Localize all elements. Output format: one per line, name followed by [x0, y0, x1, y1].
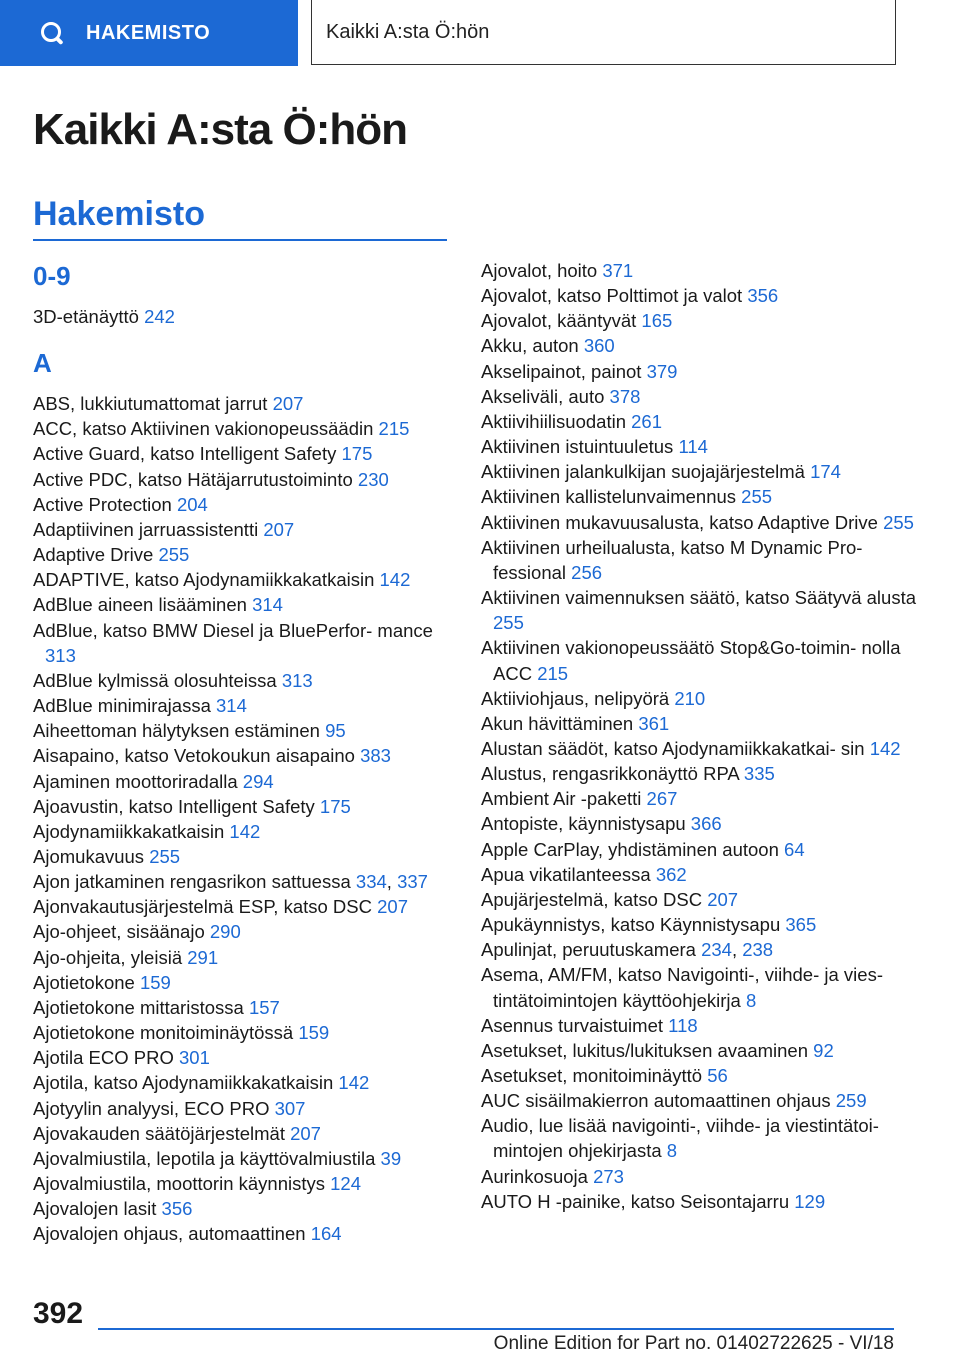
index-entry-text: Aktiivinen kallistelunvaimennus: [481, 486, 742, 508]
index-entry-text: Ambient Air -paketti: [481, 788, 647, 810]
page-reference-link[interactable]: 129: [794, 1190, 826, 1212]
index-entry: [481, 711, 921, 736]
index-entry-text: Alustan säädöt, katso Ajodynamiikkakatkai‐ sin: [481, 737, 870, 759]
index-entry: [481, 887, 921, 912]
page-reference-link[interactable]: 234: [701, 939, 732, 961]
index-entry-text: Apple CarPlay, yhdistäminen autoon: [481, 838, 785, 860]
page-reference-link[interactable]: 230: [357, 468, 389, 490]
index-entry-text: Akku, auton: [481, 335, 584, 357]
index-entry: [481, 585, 921, 635]
page-reference-link[interactable]: 164: [310, 1223, 342, 1245]
page-reference-link[interactable]: 267: [646, 788, 678, 810]
index-entry-text: Audio, lue lisää navigointi-, viihde- ja viestintätoi‐ mintojen ohjekirjasta: [481, 1115, 879, 1162]
index-entry: [481, 283, 921, 308]
page-reference-link[interactable]: 238: [742, 939, 774, 961]
index-letter-heading: A: [33, 348, 52, 379]
index-column-left: [33, 258, 453, 1246]
page-reference-link[interactable]: 8: [745, 989, 757, 1011]
index-entry: [481, 1113, 921, 1163]
page-reference-link[interactable]: 259: [835, 1090, 867, 1112]
index-entry-text: Aktiivihiilisuodatin: [481, 410, 632, 432]
index-entry-text: Asema, AM/FM, katso Navigointi-, viihde- ja vies‐ tintätoimintojen käyttöohjekirja: [481, 964, 883, 1011]
page-reference-link[interactable]: 378: [609, 385, 641, 407]
index-entry-text: Aktiivinen urheilualusta, katso M Dynamic Pro‐ fessional: [481, 536, 863, 583]
index-entry: [481, 837, 921, 862]
tab-breadcrumb[interactable]: [311, 0, 896, 65]
index-entry: [33, 794, 453, 819]
page-reference-link[interactable]: 207: [707, 888, 739, 910]
footer-edition-text: Online Edition for Part no. 01402722625 - VI/18: [493, 1333, 894, 1354]
index-entry-text: Aisapaino, katso Vetokoukun aisapaino: [33, 745, 361, 767]
page-title: Kaikki A:sta Ö:hön: [33, 105, 407, 154]
index-column-right: [481, 258, 921, 1214]
page-reference-link[interactable]: 215: [378, 418, 410, 440]
index-entry-text: Ajovalojen ohjaus, automaattinen: [33, 1223, 311, 1245]
index-entry: [33, 1020, 453, 1045]
page-reference-link[interactable]: 255: [883, 511, 914, 533]
index-entry-text: Akselipainot, painot: [481, 360, 647, 382]
index-entry: [481, 1088, 921, 1113]
index-entry: [481, 535, 921, 585]
index-entry: [481, 962, 921, 1012]
index-entry: [481, 459, 921, 484]
index-entry-text: Aurinkosuoja: [481, 1165, 594, 1187]
page-reference-link[interactable]: 204: [176, 493, 208, 515]
page-reference-link[interactable]: 142: [338, 1072, 370, 1094]
index-entry: [33, 1121, 453, 1146]
tab-bar: [0, 0, 960, 66]
index-entry-text: Ajovakauden säätöjärjestelmät: [33, 1122, 291, 1144]
section-divider: [33, 239, 447, 241]
index-entry: [481, 686, 921, 711]
index-entry-text: Aktiivinen vakionopeussäätö Stop&Go-toimin‐ nolla ACC: [481, 637, 901, 684]
index-entry: [33, 492, 453, 517]
page-reference-link[interactable]: 175: [319, 795, 351, 817]
index-entry-text: Aktiiviohjaus, nelipyörä: [481, 687, 675, 709]
index-entry: [481, 786, 921, 811]
page-reference-link[interactable]: 290: [209, 921, 241, 943]
index-entry-text: Ajovalot, katso Polttimot ja valot: [481, 285, 748, 307]
index-entry: [481, 1189, 921, 1214]
tab-breadcrumb-label: Kaikki A:sta Ö:hön: [326, 20, 490, 43]
index-entry: [33, 304, 453, 329]
index-entry-text: Ajaminen moottoriradalla: [33, 770, 243, 792]
index-entry-text: Apua vikatilanteessa: [481, 863, 656, 885]
index-entry: [481, 434, 921, 459]
index-entry-text: Ajo-ohjeet, sisäänajo: [33, 921, 210, 943]
index-entry-text: Apujärjestelmä, katso DSC: [481, 888, 708, 910]
index-entry-text: Ajotietokone monitoiminäytössä: [33, 1022, 299, 1044]
index-entry: [33, 391, 453, 416]
index-entry: [33, 1096, 453, 1121]
index-entry: [481, 635, 921, 685]
page-reference-link[interactable]: 64: [784, 838, 805, 860]
index-entry-text: Active Guard, katso Intelligent Safety: [33, 443, 342, 465]
index-entry: [481, 484, 921, 509]
index-entry: [33, 718, 453, 743]
index-letter-heading: 0-9: [33, 261, 71, 291]
page-reference-link[interactable]: 313: [281, 669, 313, 691]
page-reference-link[interactable]: 383: [360, 745, 391, 767]
index-entry: [481, 258, 921, 283]
tab-index-label: HAKEMISTO: [86, 21, 211, 44]
index-entry: [33, 467, 453, 492]
index-entry: [33, 919, 453, 944]
page-reference-link[interactable]: 255: [493, 612, 524, 634]
index-entry-text: Aiheettoman hälytyksen estäminen: [33, 720, 326, 742]
page-reference-link[interactable]: 8: [666, 1140, 678, 1162]
page-reference-link[interactable]: 174: [810, 461, 841, 483]
page-reference-link[interactable]: 261: [631, 410, 662, 432]
page-reference-link[interactable]: 207: [272, 393, 304, 415]
index-entry-text: Aktiivinen mukavuusalusta, katso Adaptive Drive: [481, 511, 884, 533]
index-entry: [33, 1196, 453, 1221]
index-entry-text: Adaptive Drive: [33, 544, 159, 566]
index-entry-text: Ajotyylin analyysi, ECO PRO: [33, 1097, 275, 1119]
tab-index[interactable]: [0, 0, 298, 66]
index-entry-text: Akseliväli, auto: [481, 385, 610, 407]
index-entry-text: Ajodynamiikkakatkaisin: [33, 820, 230, 842]
index-entry: [481, 862, 921, 887]
index-entry-text: Asennus turvaistuimet: [481, 1014, 669, 1036]
index-entry-text: ACC, katso Aktiivinen vakionopeussäädin: [33, 418, 379, 440]
index-entry: [33, 844, 453, 869]
page-reference-link[interactable]: 307: [274, 1097, 306, 1119]
index-entry-text: 3D-etänäyttö: [33, 306, 145, 327]
index-entry: [33, 743, 453, 768]
index-entry-text: AUTO H -painike, katso Seisontajarru: [481, 1190, 795, 1212]
index-entry-text: Ajovalot, hoito: [481, 260, 603, 281]
index-entry: [33, 441, 453, 466]
index-entry-text: Ajo-ohjeita, yleisiä: [33, 946, 188, 968]
index-entry-text: Ajomukavuus: [33, 845, 150, 867]
index-entry-text: Active PDC, katso Hätäjarrutustoiminto: [33, 468, 358, 490]
index-entry: [481, 1164, 921, 1189]
page-reference-link[interactable]: 356: [747, 285, 779, 307]
page-reference-link[interactable]: 362: [655, 863, 687, 885]
index-entry: [33, 995, 453, 1020]
page-reference-link[interactable]: 39: [380, 1147, 402, 1169]
index-entry-text: Asetukset, monitoiminäyttö: [481, 1065, 708, 1086]
index-entry: [481, 761, 921, 786]
page-reference-link[interactable]: 255: [149, 845, 181, 867]
index-entry: [33, 693, 453, 718]
page-reference-link[interactable]: 255: [158, 544, 190, 566]
index-entry-text: Adaptiivinen jarruassistentti: [33, 518, 264, 540]
index-entry-text: ADAPTIVE, katso Ajodynamiikkakatkaisin: [33, 569, 380, 591]
index-entry-text: Active Protection: [33, 493, 177, 515]
page-reference-link[interactable]: 142: [379, 569, 411, 591]
page-reference-link[interactable]: 366: [690, 813, 722, 835]
index-entry-text: AdBlue minimirajassa: [33, 695, 217, 717]
index-entry-text: Ajon jatkaminen rengasrikon sattuessa: [33, 871, 356, 893]
page-reference-link[interactable]: 291: [187, 946, 219, 968]
index-entry: [33, 970, 453, 995]
index-entry: [33, 769, 453, 794]
page-reference-link[interactable]: 314: [216, 695, 247, 717]
index-entry-text: Ajovalmiustila, lepotila ja käyttövalmiustila: [33, 1147, 381, 1169]
index-entry: [481, 510, 921, 535]
index-entry: [33, 945, 453, 970]
index-entry-text: ABS, lukkiutumattomat jarrut: [33, 393, 273, 415]
page-reference-link[interactable]: 207: [290, 1122, 321, 1144]
page-reference-link[interactable]: 335: [743, 763, 775, 785]
index-entry: [481, 359, 921, 384]
index-entry: [33, 592, 453, 617]
index-entry-text: Apukäynnistys, katso Käynnistysapu: [481, 914, 786, 936]
page-reference-link[interactable]: 365: [785, 914, 817, 936]
index-entry-text: Ajovalojen lasit: [33, 1198, 162, 1220]
page-reference-link[interactable]: 175: [341, 443, 373, 465]
index-entry-text: AUC sisäilmakierron automaattinen ohjaus: [481, 1090, 836, 1112]
page-reference-link[interactable]: 210: [674, 687, 706, 709]
index-entry: [33, 894, 453, 919]
index-entry-text: AdBlue aineen lisääminen: [33, 594, 253, 616]
page-reference-link[interactable]: 337: [397, 871, 428, 893]
index-entry: [33, 668, 453, 693]
page-reference-link[interactable]: 165: [641, 310, 673, 332]
page-reference-link[interactable]: 255: [741, 486, 773, 508]
index-entry: [33, 416, 453, 441]
index-entry: [33, 618, 453, 668]
section-title: Hakemisto: [33, 195, 205, 233]
page-reference-link[interactable]: 114: [678, 436, 708, 458]
page-reference-link[interactable]: 207: [377, 896, 409, 918]
page-reference-link[interactable]: 159: [139, 971, 171, 993]
index-entry: Ajon jatkaminen rengasrikon sattuessa 334, 337: [33, 871, 428, 893]
page-reference-link[interactable]: 142: [869, 737, 901, 759]
index-entry-text: AdBlue, katso BMW Diesel ja BluePerfor‐ mance: [33, 619, 433, 641]
index-entry-text: Asetukset, lukitus/lukituksen avaaminen: [481, 1039, 814, 1061]
index-entry: [33, 542, 453, 567]
page-reference-link[interactable]: 294: [242, 770, 274, 792]
page-reference-link[interactable]: 159: [298, 1022, 330, 1044]
index-entry: [481, 811, 921, 836]
index-entry: [33, 567, 453, 592]
page-reference-link[interactable]: 256: [571, 561, 603, 583]
index-entry-text: Ajotietokone: [33, 971, 140, 993]
index-entry-text: Ajoavustin, katso Intelligent Safety: [33, 795, 320, 817]
index-entry-text: Aktiivinen istuintuuletus: [481, 436, 679, 458]
index-entry-text: Alustus, rengasrikkonäyttö RPA: [481, 763, 744, 785]
index-entry-text: Apulinjat, peruutuskamera: [481, 939, 702, 961]
page-reference-link[interactable]: 314: [252, 594, 283, 616]
index-entry: [481, 1063, 921, 1088]
index-entry-text: Aktiivinen vaimennuksen säätö, katso Säätyvä alusta: [481, 587, 916, 609]
page-reference-link[interactable]: 356: [161, 1198, 193, 1220]
index-entry-text: Aktiivinen jalankulkijan suojajärjestelmä: [481, 461, 811, 483]
page-reference-link[interactable]: 124: [330, 1173, 362, 1194]
page-number: 392: [33, 1297, 84, 1330]
index-entry-text: Ajonvakautusjärjestelmä ESP, katso DSC: [33, 896, 378, 918]
index-entry: [33, 1146, 453, 1171]
index-entry: [481, 333, 921, 358]
page-reference-link[interactable]: 157: [248, 996, 280, 1018]
index-entry-text: AdBlue kylmissä olosuhteissa: [33, 669, 282, 691]
page-reference-link[interactable]: 207: [263, 518, 295, 540]
page-reference-link[interactable]: 361: [638, 712, 670, 734]
page-reference-link[interactable]: 95: [325, 720, 346, 742]
search-icon: [40, 21, 64, 45]
page-reference-link[interactable]: 92: [813, 1039, 834, 1061]
index-entry: [481, 384, 921, 409]
index-entry: [481, 409, 921, 434]
index-entry: [33, 1070, 453, 1095]
index-entry: [33, 1221, 453, 1246]
index-entry-text: Ajovalmiustila, moottorin käynnistys: [33, 1173, 331, 1194]
index-entry: [481, 1013, 921, 1038]
page-reference-link[interactable]: 273: [593, 1165, 624, 1187]
page-reference-link[interactable]: 360: [583, 335, 615, 357]
index-entry: [33, 819, 453, 844]
index-entry-text: Antopiste, käynnistysapu: [481, 813, 691, 835]
index-entry: [33, 1045, 453, 1070]
index-entry: [481, 912, 921, 937]
index-entry: [481, 1038, 921, 1063]
page-reference-link[interactable]: 118: [668, 1014, 698, 1036]
page-reference-link[interactable]: 142: [229, 820, 261, 842]
index-entry-text: Ajotila, katso Ajodynamiikkakatkaisin: [33, 1072, 339, 1094]
page-reference-link[interactable]: 215: [537, 662, 569, 684]
page-reference-link[interactable]: 334: [355, 871, 387, 893]
footer-divider: [98, 1328, 894, 1330]
page-reference-link[interactable]: 242: [144, 306, 175, 327]
page-reference-link[interactable]: 301: [179, 1047, 210, 1069]
index-entry: [481, 736, 921, 761]
index-entry: [33, 517, 453, 542]
index-entry-text: Ajotila ECO PRO: [33, 1047, 179, 1069]
index-entry-text: Akun hävittäminen: [481, 712, 639, 734]
page-reference-link[interactable]: 379: [646, 360, 678, 382]
index-entry-text: Ajotietokone mittaristossa: [33, 996, 249, 1018]
page-reference-link[interactable]: 56: [707, 1065, 728, 1086]
index-entry: Apulinjat, peruutuskamera 234, 238: [481, 939, 774, 961]
index-entry: [481, 308, 921, 333]
index-entry-text: Ajovalot, kääntyvät: [481, 310, 642, 332]
page-reference-link[interactable]: 371: [602, 260, 634, 281]
index-entry: [33, 1171, 453, 1196]
page-reference-link[interactable]: 313: [45, 644, 76, 666]
